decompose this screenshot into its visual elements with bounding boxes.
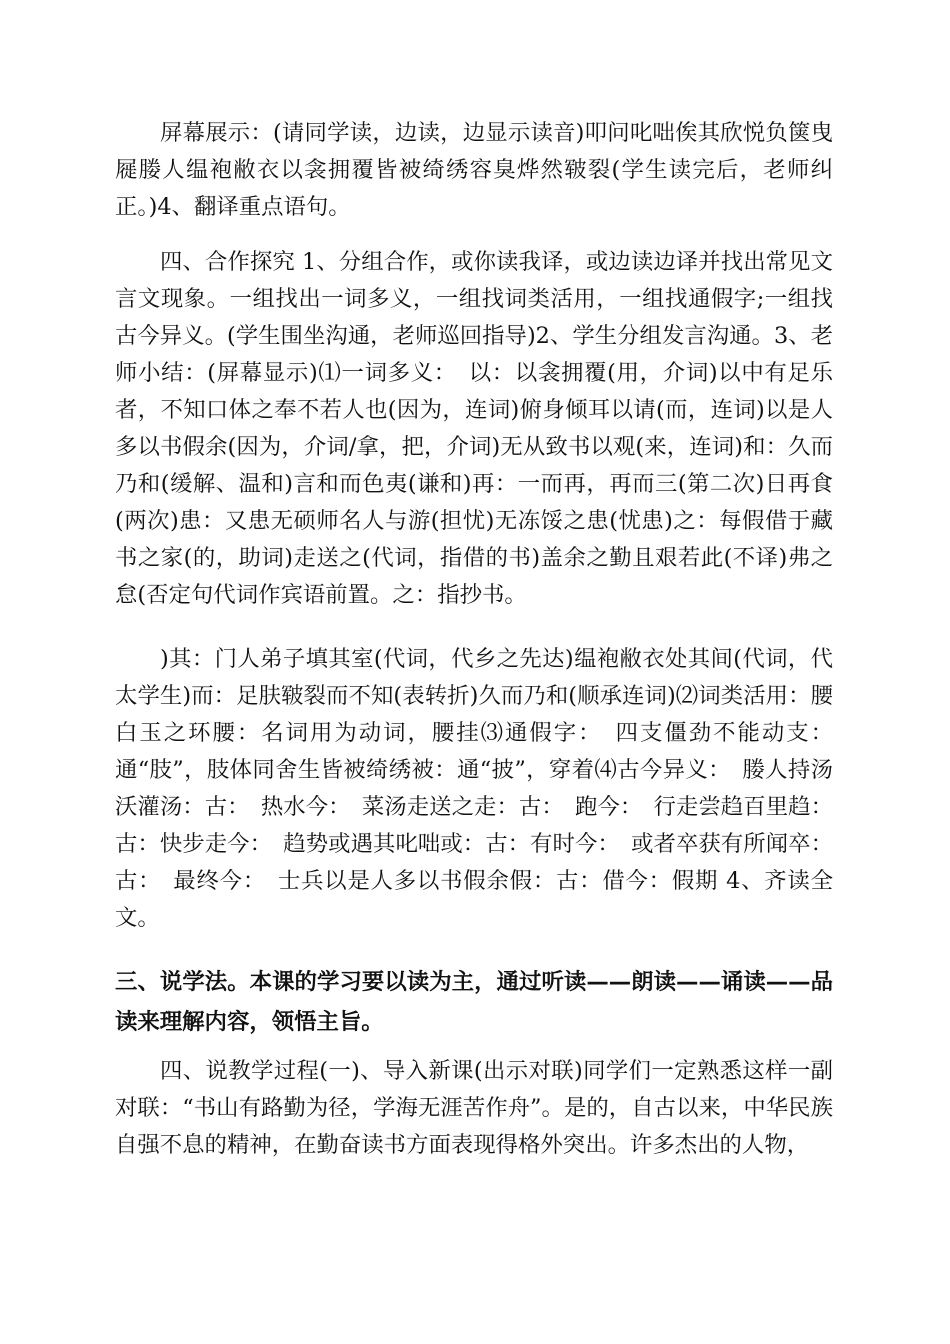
paragraph-summary-continued: )其：门人弟子填其室(代词，代乡之先达)缊袍敝衣处其间(代词，代太学生)而：足肤皲裂而不知(表转折)久而乃和(顺承连词)⑵词类活用：腰白玉之环腰：名词用为动词，腰挂⑶通假字： 四支僵劲不能动支：通“肢”，肢体同舍生皆被绮绣被：通“披”，穿着⑷古今异义： 媵人持汤沃灌汤：古： 热水今： 菜汤走送之走：古： 跑今： 行走尝趋百里趋：古：快步走今： 趋势或遇其叱咄或：古：有时今： 或者卒获有所闻卒：古： 最终今： 士兵以是人多以书假余假：古：借今：假期 4、齐读全文。 <box>115 646 833 931</box>
paragraph-cooperative-inquiry: 四、合作探究 1、分组合作，或你读我译，或边读边译并找出常见文言文现象。一组找出一词多义，一组找词类活用，一组找通假字;一组找古今异义。(学生围坐沟通，老师巡回指导)2、学生分组发言沟通。3、老师小结：(屏幕显示)⑴一词多义： 以：以衾拥覆(用，介词)以中有足乐者，不知口体之奉不若人也(因为，连词)俯身倾耳以请(而，连词)以是人多以书假余(因为，介词/拿，把，介词)无从致书以观(来，连词)和：久而乃和(缓解、温和)言和而色夷(谦和)再：一而再，再而三(第二次)日再食(两次)患：又患无硕师名人与游(担忧)无冻馁之患(忧患)之：每假借于藏书之家(的，助词)走送之(代词，指借的书)盖余之勤且艰若此(不译)弗之怠(否定句代词作宾语前置。之：指抄书。 <box>115 249 833 608</box>
paragraph-reading-display: 屏幕展示：(请同学读，边读，边显示读音)叩问叱咄俟其欣悦负箧曳屣媵人缊袍敝衣以衾拥覆皆被绮绣容臭烨然皲裂(学生读完后，老师纠正。)4、翻译重点语句。 <box>115 120 833 220</box>
paragraph-teaching-process: 四、说教学过程(一)、导入新课(出示对联)同学们一定熟悉这样一副对联：“书山有路勤为径，学海无涯苦作舟”。是的，自古以来，中华民族自强不息的精神，在勤奋读书方面表现得格外突出。许多杰出的人物， <box>115 1058 833 1158</box>
section-heading-learning-method: 三、说学法。本课的学习要以读为主，通过听读——朗读——诵读——品读来理解内容，领悟主旨。 <box>115 969 833 1035</box>
